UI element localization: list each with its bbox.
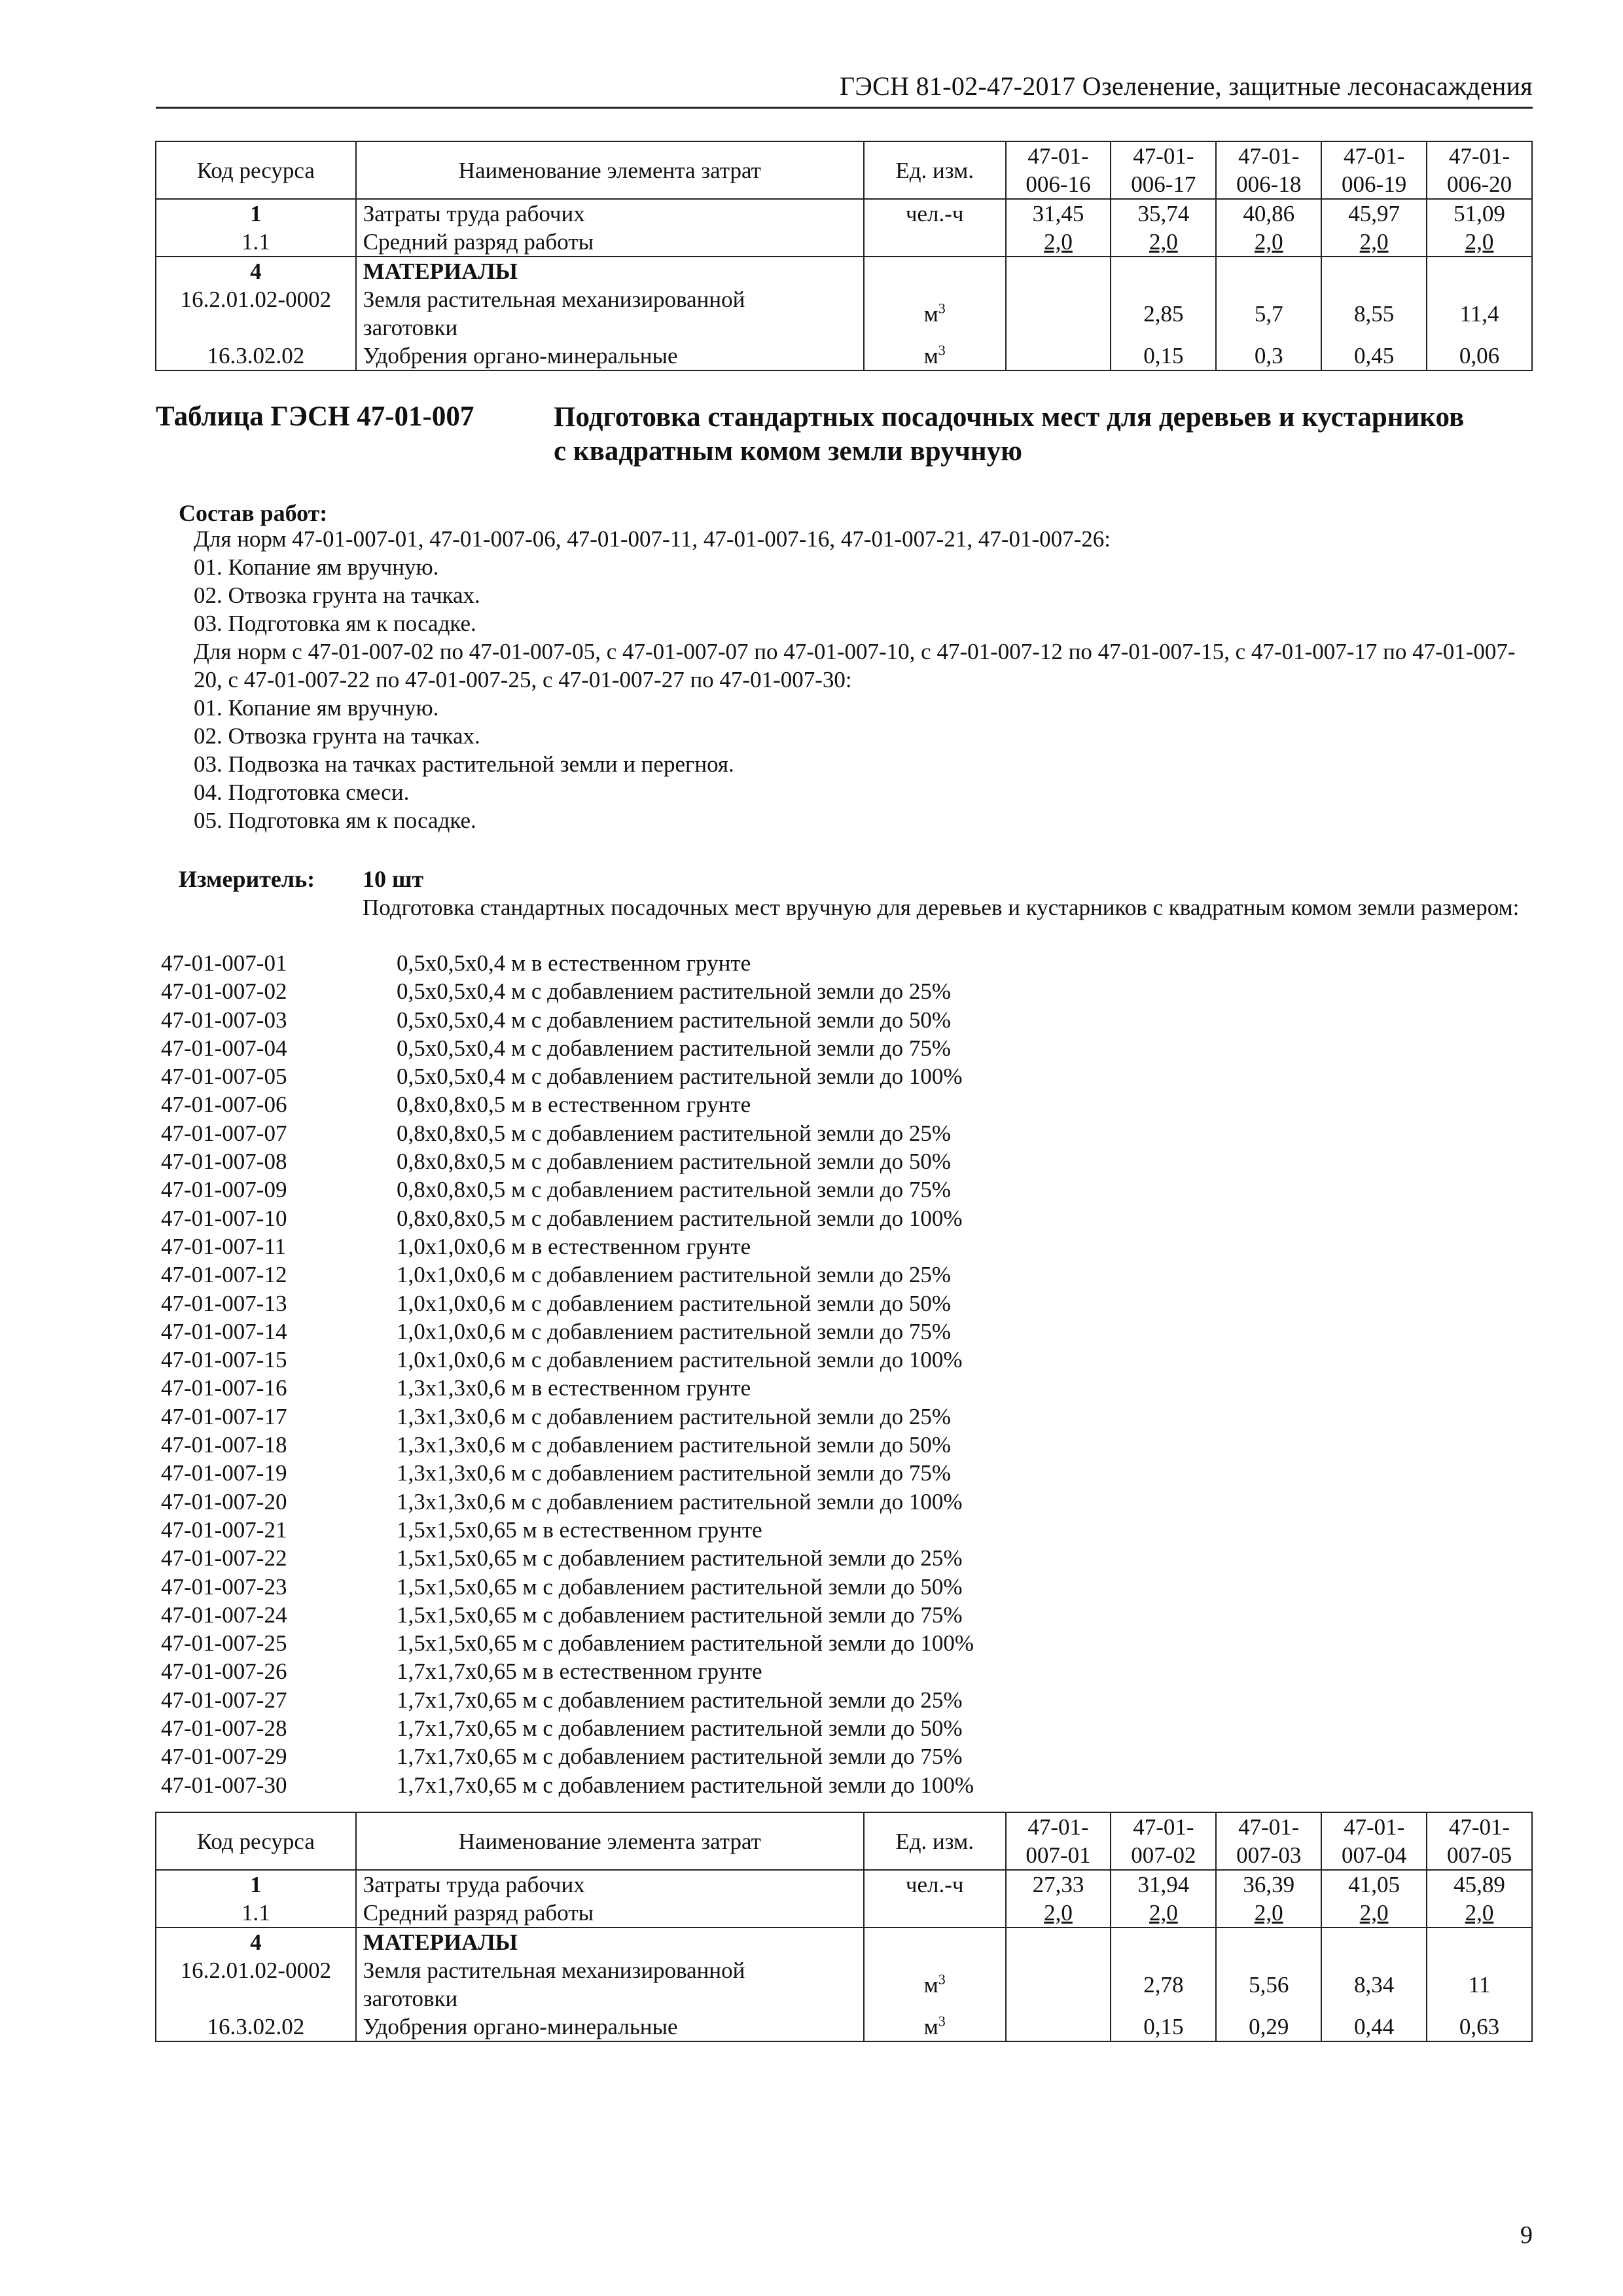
norm-text: 1,5x1,5x0,65 м с добавлением растительной земли до 75% [397,1602,963,1628]
soil-name-2: заготовки [363,1986,458,2011]
grade-value: 2,0 [1149,229,1178,255]
grade-name: Средний разряд работы [356,228,864,257]
fert-value: 0,63 [1427,2013,1532,2041]
work-intro-2: Для норм с 47-01-007-02 по 47-01-007-05, с 47-01-007-07 по 47-01-007-10, с 47-01-007-12 по 47-01-007-15, с 47-01-007-17 по 47-01-007-20, с 47-01-007-22 по 47-01-007-25, с 47-01-007-27 по 47-01-007-30: [194,639,1516,692]
norm-code: 47-01-007-04 [161,1035,287,1061]
work-step: 05. Подготовка ям к посадке. [194,808,476,833]
norm-code: 47-01-007-17 [161,1403,287,1429]
header-col-3-a: 47-01- [1238,143,1300,169]
soil-value: 11 [1427,1956,1532,2013]
norm-row [161,1346,974,1374]
table-row [156,199,1532,228]
header-col-4-b: 006-19 [1342,171,1407,197]
labor-value: 41,05 [1321,1870,1427,1899]
labor-name: Затраты труда рабочих [356,1870,864,1899]
header-name: Наименование элемента затрат [356,1812,864,1870]
norm-code: 47-01-007-21 [161,1516,287,1543]
norm-text: 1,7x1,7x0,65 м в естественном грунте [397,1659,762,1685]
soil-value: 8,55 [1321,285,1427,342]
work-step: 02. Отвозка грунта на тачках. [194,583,480,608]
norm-code: 47-01-007-03 [161,1007,287,1033]
labor-value: 27,33 [1006,1870,1111,1899]
table-header-row [156,141,1532,199]
fert-value: 0,44 [1321,2013,1427,2041]
norm-code: 47-01-007-18 [161,1432,287,1458]
norm-code: 47-01-007-25 [161,1630,287,1657]
header-col-3-b: 007-03 [1236,1842,1302,1868]
soil-value [1006,1956,1111,2013]
materials-code: 4 [250,1929,262,1955]
soil-value: 11,4 [1427,285,1532,342]
norm-row [161,1403,974,1431]
materials-heading: МАТЕРИАЛЫ [363,259,518,284]
header-col-5-b: 006-20 [1446,171,1512,197]
norm-code: 47-01-007-06 [161,1092,287,1118]
resource-table-006 [155,141,1533,371]
norm-row [161,1034,974,1062]
grade-code: 1.1 [156,1899,356,1928]
norm-text: 1,0x1,0x0,6 м с добавлением растительной земли до 50% [397,1290,952,1316]
header-unit: Ед. изм. [864,141,1006,199]
fert-name: Удобрения органо-минеральные [356,342,864,370]
norm-row [161,1175,974,1204]
work-composition-heading: Состав работ: [179,500,328,526]
norm-text: 1,3x1,3x0,6 м в естественном грунте [397,1375,751,1401]
soil-unit: м [923,300,938,327]
table-header-row [156,1812,1532,1870]
table-row [156,1928,1532,1956]
norm-row [161,1090,974,1119]
norm-code: 47-01-007-23 [161,1573,287,1600]
header-unit: Ед. изм. [864,1812,1006,1870]
norm-text: 1,7x1,7x0,65 м с добавлением растительной земли до 100% [397,1772,974,1798]
norm-row [161,1657,974,1685]
norm-text: 1,3x1,3x0,6 м с добавлением растительной земли до 25% [397,1403,952,1429]
norms-list [161,949,974,1799]
norm-row [161,1459,974,1487]
norm-code: 47-01-007-05 [161,1064,287,1090]
norm-text: 1,3x1,3x0,6 м с добавлением растительной земли до 50% [397,1432,952,1458]
norm-row [161,1318,974,1346]
table-row [156,1870,1532,1899]
norm-row [161,1573,974,1601]
norm-text: 1,0x1,0x0,6 м в естественном грунте [397,1233,751,1259]
header-col-4-b: 007-04 [1342,1842,1407,1868]
norm-text: 1,5x1,5x0,65 м с добавлением растительной земли до 50% [397,1573,963,1600]
soil-name-1: Земля растительная механизированной [363,1958,745,1983]
norm-text: 1,0x1,0x0,6 м с добавлением растительной земли до 25% [397,1262,952,1288]
header-col-2-a: 47-01- [1133,143,1194,169]
work-step: 04. Подготовка смеси. [194,780,410,805]
grade-value: 2,0 [1254,1900,1283,1926]
work-step: 01. Копание ям вручную. [194,695,439,721]
fert-name: Удобрения органо-минеральные [356,2013,864,2041]
norm-row [161,1544,974,1572]
soil-name-1: Земля растительная механизированной [363,287,745,312]
norm-row [161,1431,974,1459]
header-col-1 [1006,141,1111,199]
page-number: 9 [1520,2221,1533,2249]
norm-row [161,1714,974,1742]
fert-value [1006,342,1111,370]
norm-text: 1,5x1,5x0,65 м с добавлением растительной земли до 100% [397,1630,974,1657]
table-title-code: Таблица ГЭСН 47-01-007 [156,401,474,432]
fert-value: 0,3 [1216,342,1321,370]
norm-text: 0,5x0,5x0,4 м с добавлением растительной земли до 75% [397,1035,952,1061]
header-col-2-b: 007-02 [1131,1842,1196,1868]
table-row [156,228,1532,257]
fert-value: 0,29 [1216,2013,1321,2041]
meter-unit: 10 шт [363,866,424,892]
norm-text: 1,0x1,0x0,6 м с добавлением растительной земли до 100% [397,1347,963,1373]
header-col-3-a: 47-01- [1238,1814,1300,1840]
grade-value: 2,0 [1044,229,1073,255]
header-col-5-a: 47-01- [1448,1814,1510,1840]
norm-text: 1,3x1,3x0,6 м с добавлением растительной земли до 75% [397,1460,952,1486]
header-name: Наименование элемента затрат [356,141,864,199]
norm-code: 47-01-007-07 [161,1120,287,1146]
header-col-4-a: 47-01- [1343,1814,1405,1840]
header-col-3 [1216,1812,1321,1870]
header-code: Код ресурса [156,141,356,199]
soil-value: 2,85 [1111,285,1216,342]
norm-code: 47-01-007-22 [161,1545,287,1571]
norm-code: 47-01-007-30 [161,1772,287,1798]
header-col-1-b: 006-16 [1026,171,1091,197]
grade-code: 1.1 [156,228,356,257]
grade-value: 2,0 [1359,1900,1389,1926]
work-step: 03. Подготовка ям к посадке. [194,611,476,636]
norm-text: 1,5x1,5x0,65 м в естественном грунте [397,1516,762,1543]
norm-code: 47-01-007-09 [161,1177,287,1203]
norm-text: 0,5x0,5x0,4 м в естественном грунте [397,950,751,976]
materials-code: 4 [250,259,262,284]
labor-value: 51,09 [1427,199,1532,228]
labor-value: 31,94 [1111,1870,1216,1899]
grade-value: 2,0 [1465,1900,1494,1926]
labor-value: 31,45 [1006,199,1111,228]
norm-text: 0,5x0,5x0,4 м с добавлением растительной земли до 50% [397,1007,952,1033]
header-col-4 [1321,1812,1427,1870]
header-code: Код ресурса [156,1812,356,1870]
labor-value: 45,97 [1321,199,1427,228]
norm-code: 47-01-007-15 [161,1347,287,1373]
norm-code: 47-01-007-10 [161,1205,287,1231]
table-row [156,257,1532,285]
header-col-3-b: 006-18 [1236,171,1302,197]
labor-code: 1 [250,201,262,226]
labor-unit: чел.-ч [864,199,1006,228]
labor-value: 36,39 [1216,1870,1321,1899]
header-rule [156,107,1533,109]
labor-code: 1 [250,1872,262,1897]
grade-value: 2,0 [1359,229,1389,255]
norm-code: 47-01-007-29 [161,1744,287,1770]
table-row: 16.2.01.02-0002 Земля растительная механизированной заготовки $м^3$ 2,78 5,56 8,34 11 [156,1956,1532,2013]
soil-value: 5,56 [1216,1956,1321,2013]
norm-code: 47-01-007-02 [161,978,287,1005]
norm-code: 47-01-007-27 [161,1687,287,1713]
norm-text: 0,8x0,8x0,5 м в естественном грунте [397,1092,751,1118]
labor-value: 35,74 [1111,199,1216,228]
soil-value [1006,285,1111,342]
norm-text: 1,3x1,3x0,6 м с добавлением растительной земли до 100% [397,1488,963,1515]
norm-code: 47-01-007-01 [161,950,287,976]
norm-text: 0,8x0,8x0,5 м с добавлением растительной земли до 50% [397,1149,952,1175]
header-col-2-b: 006-17 [1131,171,1196,197]
fert-value: 0,45 [1321,342,1427,370]
fert-value: 0,06 [1427,342,1532,370]
table-title: Подготовка стандартных посадочных мест для деревьев и кустарников с квадратным комом земли вручную [554,402,1465,467]
header-col-5 [1427,1812,1532,1870]
soil-code: 16.2.01.02-0002 [156,1956,356,2013]
norm-code: 47-01-007-19 [161,1460,287,1486]
table-row: 16.3.02.02 Удобрения органо-минеральные $м^3$ 0,15 0,29 0,44 0,63 [156,2013,1532,2041]
soil-code: 16.2.01.02-0002 [156,285,356,342]
norm-code: 47-01-007-12 [161,1262,287,1288]
norm-row [161,977,974,1005]
work-step: 02. Отвозка грунта на тачках. [194,723,480,749]
fert-value: 0,15 [1111,342,1216,370]
norm-row [161,1742,974,1770]
norm-code: 47-01-007-13 [161,1290,287,1316]
header-col-3 [1216,141,1321,199]
work-intro-1: Для норм 47-01-007-01, 47-01-007-06, 47-01-007-11, 47-01-007-16, 47-01-007-21, 47-01-007-26: [194,526,1111,552]
meter-heading: Измеритель: [179,866,315,892]
norm-row [161,949,974,977]
work-step: 03. Подвозка на тачках растительной земли и перегноя. [194,751,734,777]
norm-text: 1,5x1,5x0,65 м с добавлением растительной земли до 25% [397,1545,963,1571]
materials-heading: МАТЕРИАЛЫ [363,1929,518,1955]
norm-code: 47-01-007-20 [161,1488,287,1515]
soil-value: 2,78 [1111,1956,1216,2013]
fert-unit: м [923,2014,938,2039]
norm-row [161,1232,974,1261]
header-col-1-b: 007-01 [1026,1842,1091,1868]
norm-row [161,1119,974,1147]
fert-value [1006,2013,1111,2041]
norm-code: 47-01-007-14 [161,1318,287,1344]
soil-unit: м [923,1971,938,1998]
norm-code: 47-01-007-28 [161,1715,287,1742]
norm-row [161,1374,974,1402]
grade-name: Средний разряд работы [356,1899,864,1928]
norm-row [161,1771,974,1799]
norm-row [161,1261,974,1289]
header-col-1-a: 47-01- [1027,1814,1089,1840]
norm-row [161,1289,974,1318]
labor-unit: чел.-ч [864,1870,1006,1899]
fert-value: 0,15 [1111,2013,1216,2041]
grade-value: 2,0 [1044,1900,1073,1926]
norm-text: 0,5x0,5x0,4 м с добавлением растительной земли до 25% [397,978,952,1005]
norm-text: 0,8x0,8x0,5 м с добавлением растительной земли до 100% [397,1205,963,1231]
header-col-2 [1111,1812,1216,1870]
header-col-5-b: 007-05 [1446,1842,1512,1868]
norm-text: 1,7x1,7x0,65 м с добавлением растительной земли до 50% [397,1715,963,1742]
norm-code: 47-01-007-24 [161,1602,287,1628]
work-step: 01. Копание ям вручную. [194,554,439,580]
norm-row [161,1062,974,1090]
norm-code: 47-01-007-26 [161,1659,287,1685]
header-col-4-a: 47-01- [1343,143,1405,169]
norm-row [161,1516,974,1544]
norm-row [161,1686,974,1714]
header-col-4 [1321,141,1427,199]
norm-code: 47-01-007-16 [161,1375,287,1401]
header-col-1 [1006,1812,1111,1870]
meter-description: Подготовка стандартных посадочных мест вручную для деревьев и кустарников с квадратным комом земли размером: [363,895,1520,920]
norm-row [161,1601,974,1629]
header-col-5 [1427,141,1532,199]
soil-value: 8,34 [1321,1956,1427,2013]
resource-table-007 [155,1812,1533,2042]
header-col-2 [1111,141,1216,199]
norm-text: 1,7x1,7x0,65 м с добавлением растительной земли до 25% [397,1687,963,1713]
work-composition [194,525,1529,834]
norm-code: 47-01-007-08 [161,1149,287,1175]
labor-value: 40,86 [1216,199,1321,228]
labor-value: 45,89 [1427,1870,1532,1899]
norm-row [161,1006,974,1034]
table-row: 16.3.02.02 Удобрения органо-минеральные $м^3$ 0,15 0,3 0,45 0,06 [156,342,1532,370]
header-col-5-a: 47-01- [1448,143,1510,169]
fert-code: 16.3.02.02 [156,342,356,370]
grade-value: 2,0 [1254,229,1283,255]
norm-text: 0,8x0,8x0,5 м с добавлением растительной земли до 75% [397,1177,952,1203]
norm-row [161,1488,974,1516]
norm-code: 47-01-007-11 [161,1233,287,1259]
grade-value: 2,0 [1149,1900,1178,1926]
table-row: 16.2.01.02-0002 Земля растительная механизированной заготовки $м^3$ 2,85 5,7 8,55 11,4 [156,285,1532,342]
soil-name-2: заготовки [363,315,458,340]
norm-row [161,1147,974,1175]
table-row [156,1899,1532,1928]
fert-unit: м [923,343,938,368]
norm-text: 0,5x0,5x0,4 м с добавлением растительной земли до 100% [397,1064,963,1090]
running-header: ГЭСН 81-02-47-2017 Озеленение, защитные лесонасаждения [840,71,1533,101]
header-col-2-a: 47-01- [1133,1814,1194,1840]
labor-name: Затраты труда рабочих [356,199,864,228]
norm-text: 0,8x0,8x0,5 м с добавлением растительной земли до 25% [397,1120,952,1146]
norm-text: 1,7x1,7x0,65 м с добавлением растительной земли до 75% [397,1744,963,1770]
grade-value: 2,0 [1465,229,1494,255]
norm-row [161,1204,974,1232]
norm-text: 1,0x1,0x0,6 м с добавлением растительной земли до 75% [397,1318,952,1344]
header-col-1-a: 47-01- [1027,143,1089,169]
norm-row [161,1629,974,1657]
fert-code: 16.3.02.02 [156,2013,356,2041]
soil-value: 5,7 [1216,285,1321,342]
